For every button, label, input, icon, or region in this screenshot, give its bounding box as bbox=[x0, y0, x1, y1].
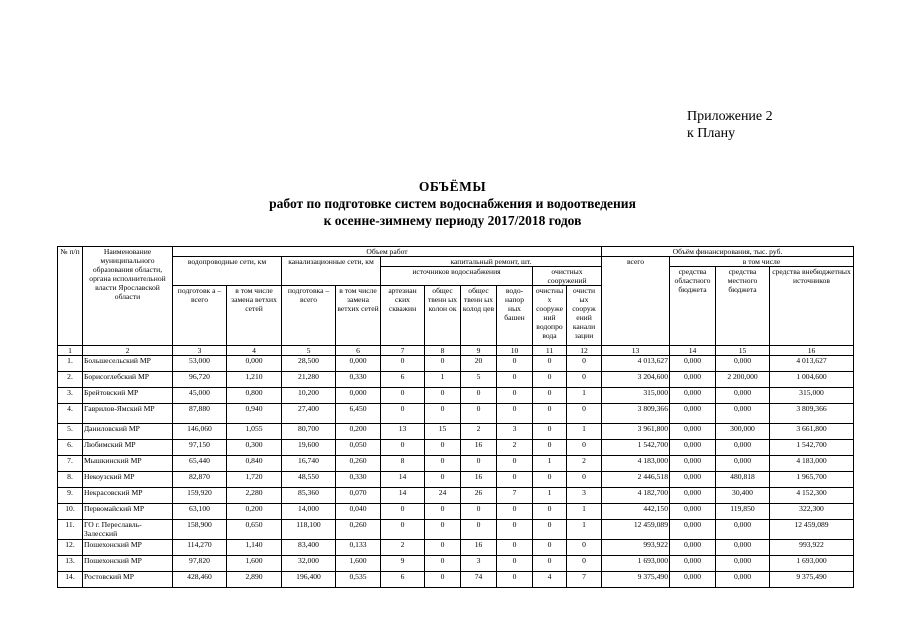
financing-extra-cell: 3 661,800 bbox=[770, 424, 854, 440]
column-number: 15 bbox=[716, 346, 770, 356]
water-network-total-cell: 97,820 bbox=[173, 556, 227, 572]
header-total: всего bbox=[602, 257, 670, 346]
sewer-network-total-cell: 28,500 bbox=[282, 356, 336, 372]
header-public-wells: общес твенн ых колод цев bbox=[461, 286, 497, 346]
financing-total-cell: 2 446,518 bbox=[602, 472, 670, 488]
financing-extra-cell: 315,000 bbox=[770, 388, 854, 404]
financing-extra-cell: 1 004,600 bbox=[770, 372, 854, 388]
financing-regional-cell: 0,000 bbox=[670, 440, 716, 456]
row-name-cell: Борисоглебский МР bbox=[83, 372, 173, 388]
row-name-cell: Брейтовский МР bbox=[83, 388, 173, 404]
column-number: 6 bbox=[336, 346, 381, 356]
public-wells-cell: 16 bbox=[461, 540, 497, 556]
water-network-total-cell: 97,150 bbox=[173, 440, 227, 456]
row-name-cell: Некрасовский МР bbox=[83, 488, 173, 504]
financing-regional-cell: 0,000 bbox=[670, 556, 716, 572]
water-treatment-cell: 0 bbox=[533, 404, 567, 424]
table-row bbox=[58, 456, 854, 472]
water-network-replaced-cell: 0,800 bbox=[227, 388, 282, 404]
financing-regional-cell: 0,000 bbox=[670, 504, 716, 520]
row-number-cell: 2. bbox=[58, 372, 83, 388]
header-wn-total: подготовк а – всего bbox=[173, 286, 227, 346]
water-treatment-cell: 0 bbox=[533, 556, 567, 572]
table-row bbox=[58, 504, 854, 520]
water-network-replaced-cell: 2,280 bbox=[227, 488, 282, 504]
water-treatment-cell: 0 bbox=[533, 520, 567, 540]
sewer-treatment-cell: 1 bbox=[567, 520, 602, 540]
sewer-network-total-cell: 80,700 bbox=[282, 424, 336, 440]
public-wells-cell: 26 bbox=[461, 488, 497, 504]
public-pumps-cell: 24 bbox=[425, 488, 461, 504]
financing-total-cell: 993,922 bbox=[602, 540, 670, 556]
sewer-network-total-cell: 14,000 bbox=[282, 504, 336, 520]
water-network-replaced-cell: 1,600 bbox=[227, 556, 282, 572]
sewer-treatment-cell: 1 bbox=[567, 504, 602, 520]
sewer-treatment-cell: 3 bbox=[567, 488, 602, 504]
financing-extra-cell: 993,922 bbox=[770, 540, 854, 556]
water-towers-cell: 0 bbox=[497, 520, 533, 540]
public-pumps-cell: 0 bbox=[425, 404, 461, 424]
financing-local-cell: 30,400 bbox=[716, 488, 770, 504]
water-network-replaced-cell: 0,840 bbox=[227, 456, 282, 472]
water-network-replaced-cell: 2,890 bbox=[227, 572, 282, 588]
financing-total-cell: 315,000 bbox=[602, 388, 670, 404]
row-number-cell: 8. bbox=[58, 472, 83, 488]
water-network-replaced-cell: 0,300 bbox=[227, 440, 282, 456]
financing-total-cell: 1 542,700 bbox=[602, 440, 670, 456]
financing-regional-cell: 0,000 bbox=[670, 488, 716, 504]
water-towers-cell: 0 bbox=[497, 388, 533, 404]
water-network-total-cell: 114,270 bbox=[173, 540, 227, 556]
sewer-treatment-cell: 7 bbox=[567, 572, 602, 588]
water-towers-cell: 0 bbox=[497, 372, 533, 388]
financing-local-cell: 119,850 bbox=[716, 504, 770, 520]
appendix-line-1: Приложение 2 bbox=[687, 109, 773, 124]
row-name-cell: Ростовский МР bbox=[83, 572, 173, 588]
water-network-replaced-cell: 1,720 bbox=[227, 472, 282, 488]
sewer-network-replaced-cell: 0,070 bbox=[336, 488, 381, 504]
financing-total-cell: 3 204,600 bbox=[602, 372, 670, 388]
header-incl: в том числе bbox=[670, 257, 854, 267]
water-towers-cell: 0 bbox=[497, 504, 533, 520]
financing-total-cell: 3 809,366 bbox=[602, 404, 670, 424]
water-network-total-cell: 87,880 bbox=[173, 404, 227, 424]
artesian-wells-cell: 0 bbox=[381, 388, 425, 404]
water-towers-cell: 0 bbox=[497, 556, 533, 572]
sewer-network-total-cell: 16,740 bbox=[282, 456, 336, 472]
header-sewer-treatment: очисти ых сооруж ений канали зации bbox=[567, 286, 602, 346]
column-number: 4 bbox=[227, 346, 282, 356]
financing-extra-cell: 1 542,700 bbox=[770, 440, 854, 456]
financing-total-cell: 1 693,000 bbox=[602, 556, 670, 572]
table-row bbox=[58, 488, 854, 504]
public-wells-cell: 16 bbox=[461, 440, 497, 456]
row-number-cell: 11. bbox=[58, 520, 83, 540]
table-row bbox=[58, 424, 854, 440]
water-towers-cell: 0 bbox=[497, 472, 533, 488]
sewer-network-replaced-cell: 0,000 bbox=[336, 356, 381, 372]
water-network-total-cell: 53,000 bbox=[173, 356, 227, 372]
public-pumps-cell: 0 bbox=[425, 356, 461, 372]
row-number-cell: 6. bbox=[58, 440, 83, 456]
appendix-line-2: к Плану bbox=[687, 126, 736, 141]
sewer-network-total-cell: 19,600 bbox=[282, 440, 336, 456]
water-treatment-cell: 1 bbox=[533, 488, 567, 504]
financing-regional-cell: 0,000 bbox=[670, 388, 716, 404]
sewer-network-replaced-cell: 0,330 bbox=[336, 372, 381, 388]
row-number-cell: 9. bbox=[58, 488, 83, 504]
row-name-cell: Некоузский МР bbox=[83, 472, 173, 488]
artesian-wells-cell: 9 bbox=[381, 556, 425, 572]
artesian-wells-cell: 0 bbox=[381, 504, 425, 520]
financing-total-cell: 12 459,089 bbox=[602, 520, 670, 540]
public-wells-cell: 0 bbox=[461, 504, 497, 520]
artesian-wells-cell: 6 bbox=[381, 372, 425, 388]
sewer-network-total-cell: 48,550 bbox=[282, 472, 336, 488]
table-row bbox=[58, 404, 854, 424]
header-local: средства местного бюджета bbox=[716, 267, 770, 346]
financing-regional-cell: 0,000 bbox=[670, 540, 716, 556]
water-network-replaced-cell: 0,940 bbox=[227, 404, 282, 424]
financing-regional-cell: 0,000 bbox=[670, 520, 716, 540]
sewer-treatment-cell: 0 bbox=[567, 472, 602, 488]
water-towers-cell: 0 bbox=[497, 540, 533, 556]
header-name: Наименование муниципального образования области, органа исполнительной власти Ярославской области bbox=[83, 247, 173, 346]
water-network-total-cell: 65,440 bbox=[173, 456, 227, 472]
row-number-cell: 13. bbox=[58, 556, 83, 572]
financing-total-cell: 4 183,000 bbox=[602, 456, 670, 472]
volumes-table bbox=[57, 246, 854, 588]
water-towers-cell: 0 bbox=[497, 356, 533, 372]
artesian-wells-cell: 14 bbox=[381, 472, 425, 488]
water-treatment-cell: 0 bbox=[533, 372, 567, 388]
header-treatment: очистных сооружений bbox=[533, 267, 602, 286]
water-network-total-cell: 158,900 bbox=[173, 520, 227, 540]
public-pumps-cell: 0 bbox=[425, 456, 461, 472]
table-body bbox=[58, 356, 854, 588]
header-water-treatment: очистны х сооруже ний водопро вода bbox=[533, 286, 567, 346]
column-number: 2 bbox=[83, 346, 173, 356]
sewer-network-total-cell: 83,400 bbox=[282, 540, 336, 556]
row-name-cell: Пошехонский МР bbox=[83, 556, 173, 572]
financing-extra-cell: 4 152,300 bbox=[770, 488, 854, 504]
row-name-cell: Первомайский МР bbox=[83, 504, 173, 520]
artesian-wells-cell: 13 bbox=[381, 424, 425, 440]
water-network-replaced-cell: 0,000 bbox=[227, 356, 282, 372]
column-number: 5 bbox=[282, 346, 336, 356]
sewer-treatment-cell: 0 bbox=[567, 356, 602, 372]
header-wn-replace: в том числе замена ветхих сетей bbox=[227, 286, 282, 346]
water-network-replaced-cell: 1,210 bbox=[227, 372, 282, 388]
public-pumps-cell: 0 bbox=[425, 504, 461, 520]
header-sn-replace: в том числе замена ветхих сетей bbox=[336, 286, 381, 346]
row-name-cell: Гаврилов-Ямский МР bbox=[83, 404, 173, 424]
column-number: 11 bbox=[533, 346, 567, 356]
header-regional: средства областного бюджета bbox=[670, 267, 716, 346]
artesian-wells-cell: 0 bbox=[381, 356, 425, 372]
title-line-2: работ по подготовке систем водоснабжения и водоотведения bbox=[269, 196, 636, 211]
water-towers-cell: 0 bbox=[497, 572, 533, 588]
water-network-total-cell: 159,920 bbox=[173, 488, 227, 504]
public-pumps-cell: 0 bbox=[425, 440, 461, 456]
water-treatment-cell: 4 bbox=[533, 572, 567, 588]
financing-local-cell: 480,818 bbox=[716, 472, 770, 488]
financing-extra-cell: 12 459,089 bbox=[770, 520, 854, 540]
financing-local-cell: 2 200,000 bbox=[716, 372, 770, 388]
public-pumps-cell: 0 bbox=[425, 472, 461, 488]
public-pumps-cell: 0 bbox=[425, 572, 461, 588]
financing-local-cell: 0,000 bbox=[716, 440, 770, 456]
public-pumps-cell: 0 bbox=[425, 556, 461, 572]
title-main: ОБЪЁМЫ bbox=[418, 179, 487, 194]
sewer-treatment-cell: 0 bbox=[567, 404, 602, 424]
header-sn-total: подготовка – всего bbox=[282, 286, 336, 346]
water-towers-cell: 2 bbox=[497, 440, 533, 456]
row-number-cell: 14. bbox=[58, 572, 83, 588]
sewer-treatment-cell: 0 bbox=[567, 372, 602, 388]
sewer-network-replaced-cell: 0,200 bbox=[336, 424, 381, 440]
artesian-wells-cell: 0 bbox=[381, 440, 425, 456]
artesian-wells-cell: 14 bbox=[381, 488, 425, 504]
sewer-network-total-cell: 27,400 bbox=[282, 404, 336, 424]
water-towers-cell: 0 bbox=[497, 404, 533, 424]
artesian-wells-cell: 0 bbox=[381, 520, 425, 540]
row-number-cell: 10. bbox=[58, 504, 83, 520]
water-towers-cell: 7 bbox=[497, 488, 533, 504]
sewer-network-replaced-cell: 1,600 bbox=[336, 556, 381, 572]
sewer-network-total-cell: 118,100 bbox=[282, 520, 336, 540]
financing-regional-cell: 0,000 bbox=[670, 404, 716, 424]
water-treatment-cell: 0 bbox=[533, 472, 567, 488]
public-wells-cell: 2 bbox=[461, 424, 497, 440]
artesian-wells-cell: 6 bbox=[381, 572, 425, 588]
water-network-replaced-cell: 0,650 bbox=[227, 520, 282, 540]
appendix-note bbox=[687, 108, 773, 142]
artesian-wells-cell: 2 bbox=[381, 540, 425, 556]
sewer-network-total-cell: 10,200 bbox=[282, 388, 336, 404]
financing-local-cell: 0,000 bbox=[716, 456, 770, 472]
sewer-network-total-cell: 21,280 bbox=[282, 372, 336, 388]
header-financing: Объём финансирования, тыс. руб. bbox=[602, 247, 854, 257]
public-pumps-cell: 15 bbox=[425, 424, 461, 440]
header-water-towers: водо- напор ных башен bbox=[497, 286, 533, 346]
row-number-cell: 4. bbox=[58, 404, 83, 424]
water-treatment-cell: 0 bbox=[533, 540, 567, 556]
financing-total-cell: 442,150 bbox=[602, 504, 670, 520]
column-number: 8 bbox=[425, 346, 461, 356]
financing-extra-cell: 9 375,490 bbox=[770, 572, 854, 588]
financing-local-cell: 0,000 bbox=[716, 556, 770, 572]
sewer-network-replaced-cell: 0,535 bbox=[336, 572, 381, 588]
column-number: 12 bbox=[567, 346, 602, 356]
public-wells-cell: 0 bbox=[461, 388, 497, 404]
financing-total-cell: 4 013,627 bbox=[602, 356, 670, 372]
row-number-cell: 3. bbox=[58, 388, 83, 404]
financing-extra-cell: 1 965,700 bbox=[770, 472, 854, 488]
water-network-total-cell: 45,000 bbox=[173, 388, 227, 404]
water-network-total-cell: 82,870 bbox=[173, 472, 227, 488]
table-row bbox=[58, 372, 854, 388]
public-pumps-cell: 0 bbox=[425, 520, 461, 540]
column-numbers-row bbox=[58, 346, 854, 356]
sewer-network-replaced-cell: 0,040 bbox=[336, 504, 381, 520]
water-towers-cell: 3 bbox=[497, 424, 533, 440]
column-number: 10 bbox=[497, 346, 533, 356]
water-network-total-cell: 146,060 bbox=[173, 424, 227, 440]
financing-local-cell: 0,000 bbox=[716, 540, 770, 556]
sewer-network-replaced-cell: 6,450 bbox=[336, 404, 381, 424]
sewer-network-replaced-cell: 0,000 bbox=[336, 388, 381, 404]
table-header bbox=[58, 247, 854, 356]
table-row bbox=[58, 572, 854, 588]
financing-total-cell: 4 182,700 bbox=[602, 488, 670, 504]
table-row bbox=[58, 540, 854, 556]
public-wells-cell: 20 bbox=[461, 356, 497, 372]
sewer-network-replaced-cell: 0,260 bbox=[336, 456, 381, 472]
public-wells-cell: 0 bbox=[461, 456, 497, 472]
row-name-cell: Даниловский МР bbox=[83, 424, 173, 440]
document-title bbox=[0, 178, 905, 229]
header-num: № п/п bbox=[58, 247, 83, 346]
water-treatment-cell: 0 bbox=[533, 440, 567, 456]
public-wells-cell: 0 bbox=[461, 404, 497, 424]
financing-extra-cell: 3 809,366 bbox=[770, 404, 854, 424]
header-water-networks: водопроводные сети, км bbox=[173, 257, 282, 286]
sewer-network-total-cell: 196,400 bbox=[282, 572, 336, 588]
financing-extra-cell: 4 013,627 bbox=[770, 356, 854, 372]
table-row bbox=[58, 472, 854, 488]
sewer-treatment-cell: 1 bbox=[567, 388, 602, 404]
financing-extra-cell: 4 183,000 bbox=[770, 456, 854, 472]
financing-regional-cell: 0,000 bbox=[670, 356, 716, 372]
sewer-treatment-cell: 0 bbox=[567, 440, 602, 456]
public-wells-cell: 16 bbox=[461, 472, 497, 488]
public-wells-cell: 74 bbox=[461, 572, 497, 588]
header-sewer-networks: канализационные сети, км bbox=[282, 257, 381, 286]
table-row bbox=[58, 440, 854, 456]
water-network-total-cell: 63,100 bbox=[173, 504, 227, 520]
row-number-cell: 7. bbox=[58, 456, 83, 472]
financing-local-cell: 0,000 bbox=[716, 404, 770, 424]
sewer-network-replaced-cell: 0,330 bbox=[336, 472, 381, 488]
water-network-replaced-cell: 1,140 bbox=[227, 540, 282, 556]
financing-local-cell: 0,000 bbox=[716, 572, 770, 588]
column-number: 1 bbox=[58, 346, 83, 356]
table-row bbox=[58, 356, 854, 372]
sewer-network-replaced-cell: 0,260 bbox=[336, 520, 381, 540]
water-treatment-cell: 0 bbox=[533, 356, 567, 372]
sewer-network-total-cell: 32,000 bbox=[282, 556, 336, 572]
row-name-cell: Большесельский МР bbox=[83, 356, 173, 372]
header-public-pumps: общес твенн ых колон ок bbox=[425, 286, 461, 346]
row-name-cell: Мышкинский МР bbox=[83, 456, 173, 472]
column-number: 3 bbox=[173, 346, 227, 356]
water-towers-cell: 0 bbox=[497, 456, 533, 472]
sewer-network-total-cell: 85,360 bbox=[282, 488, 336, 504]
artesian-wells-cell: 8 bbox=[381, 456, 425, 472]
water-treatment-cell: 0 bbox=[533, 424, 567, 440]
water-network-total-cell: 96,720 bbox=[173, 372, 227, 388]
row-number-cell: 1. bbox=[58, 356, 83, 372]
financing-extra-cell: 1 693,000 bbox=[770, 556, 854, 572]
sewer-treatment-cell: 2 bbox=[567, 456, 602, 472]
header-artesian: артезиан ских скважин bbox=[381, 286, 425, 346]
financing-regional-cell: 0,000 bbox=[670, 456, 716, 472]
financing-regional-cell: 0,000 bbox=[670, 572, 716, 588]
row-name-cell: Любимский МР bbox=[83, 440, 173, 456]
public-pumps-cell: 1 bbox=[425, 372, 461, 388]
header-water-sources: источников водоснабжения bbox=[381, 267, 533, 286]
sewer-network-replaced-cell: 0,050 bbox=[336, 440, 381, 456]
sewer-treatment-cell: 1 bbox=[567, 424, 602, 440]
financing-total-cell: 9 375,490 bbox=[602, 572, 670, 588]
financing-extra-cell: 322,300 bbox=[770, 504, 854, 520]
financing-regional-cell: 0,000 bbox=[670, 472, 716, 488]
row-number-cell: 12. bbox=[58, 540, 83, 556]
financing-regional-cell: 0,000 bbox=[670, 372, 716, 388]
water-network-total-cell: 428,460 bbox=[173, 572, 227, 588]
financing-local-cell: 0,000 bbox=[716, 388, 770, 404]
financing-total-cell: 3 961,800 bbox=[602, 424, 670, 440]
artesian-wells-cell: 0 bbox=[381, 404, 425, 424]
column-number: 16 bbox=[770, 346, 854, 356]
financing-local-cell: 300,000 bbox=[716, 424, 770, 440]
public-pumps-cell: 0 bbox=[425, 388, 461, 404]
financing-local-cell: 0,000 bbox=[716, 520, 770, 540]
row-name-cell: Пошехонский МР bbox=[83, 540, 173, 556]
row-number-cell: 5. bbox=[58, 424, 83, 440]
water-treatment-cell: 1 bbox=[533, 456, 567, 472]
column-number: 14 bbox=[670, 346, 716, 356]
public-wells-cell: 3 bbox=[461, 556, 497, 572]
public-pumps-cell: 0 bbox=[425, 540, 461, 556]
row-name-cell: ГО г. Переславль-Залесский bbox=[83, 520, 173, 540]
financing-regional-cell: 0,000 bbox=[670, 424, 716, 440]
table-row bbox=[58, 556, 854, 572]
public-wells-cell: 0 bbox=[461, 520, 497, 540]
sewer-treatment-cell: 0 bbox=[567, 556, 602, 572]
water-network-replaced-cell: 0,200 bbox=[227, 504, 282, 520]
header-capital-repair: капитальный ремонт, шт. bbox=[381, 257, 602, 267]
public-wells-cell: 5 bbox=[461, 372, 497, 388]
water-treatment-cell: 0 bbox=[533, 504, 567, 520]
column-number: 9 bbox=[461, 346, 497, 356]
sewer-treatment-cell: 0 bbox=[567, 540, 602, 556]
column-number: 7 bbox=[381, 346, 425, 356]
header-work-volume: Объем работ bbox=[173, 247, 602, 257]
header-extra: средства внебюджетных источников bbox=[770, 267, 854, 346]
table-row bbox=[58, 388, 854, 404]
title-line-3: к осенне-зимнему периоду 2017/2018 годов bbox=[323, 213, 582, 228]
sewer-network-replaced-cell: 0,133 bbox=[336, 540, 381, 556]
column-number: 13 bbox=[602, 346, 670, 356]
water-network-replaced-cell: 1,055 bbox=[227, 424, 282, 440]
table-row bbox=[58, 520, 854, 540]
financing-local-cell: 0,000 bbox=[716, 356, 770, 372]
water-treatment-cell: 0 bbox=[533, 388, 567, 404]
